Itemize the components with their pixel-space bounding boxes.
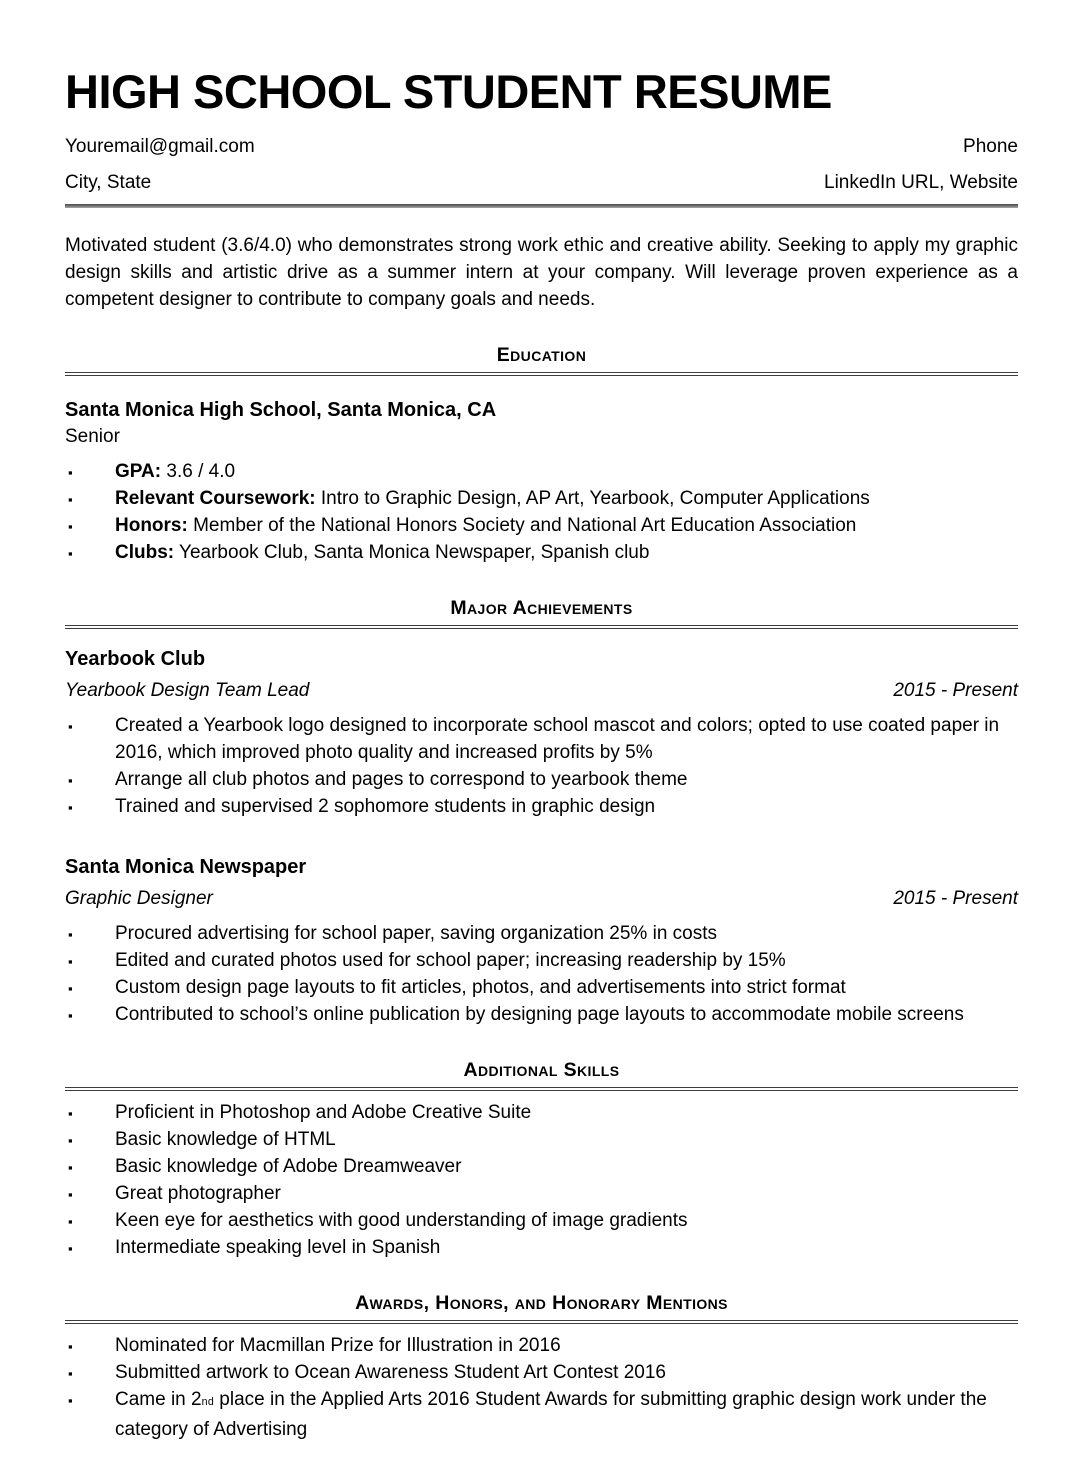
contact-row-2 <box>65 165 1018 201</box>
award-text: Submitted artwork to Ocean Awareness Student Art Contest 2016 <box>115 1362 666 1383</box>
list-item <box>65 485 1018 512</box>
award-text-prefix: Came in 2 <box>115 1389 202 1410</box>
bullet-text: Procured advertising for school paper, saving organization 25% in costs <box>115 923 718 944</box>
bullet-icon: ▪ <box>68 954 73 969</box>
phone-text: Phone <box>963 136 1018 157</box>
list-item <box>65 974 1018 1001</box>
role-title: Yearbook Design Team Lead <box>65 680 310 701</box>
location-text: City, State <box>65 172 152 193</box>
section-heading-achievements: Major Achievements <box>450 597 633 619</box>
grade-level: Senior <box>65 426 120 447</box>
list-item <box>65 1126 1018 1153</box>
bullet-text: Trained and supervised 2 sophomore students in graphic design <box>115 796 656 817</box>
detail-text: Yearbook Club, Santa Monica Newspaper, Spanish club <box>179 542 650 563</box>
list-item <box>65 1359 1018 1386</box>
bullet-icon: ▪ <box>68 800 73 815</box>
detail-label: Clubs: <box>115 542 175 563</box>
ordinal-suffix: nd <box>201 1396 215 1408</box>
bullet-icon: ▪ <box>68 1008 73 1023</box>
list-item <box>65 766 1018 793</box>
bullet-icon: ▪ <box>68 773 73 788</box>
list-item <box>65 1234 1018 1261</box>
role-row <box>65 678 1018 704</box>
bullet-icon: ▪ <box>68 1160 73 1175</box>
skills-list <box>65 1099 1018 1261</box>
list-item <box>65 920 1018 947</box>
bullet-icon: ▪ <box>68 519 73 534</box>
detail-label: Relevant Coursework: <box>115 488 316 509</box>
achievement-bullet-list <box>65 920 1018 1028</box>
list-item <box>65 947 1018 974</box>
bullet-icon: ▪ <box>68 981 73 996</box>
section-divider-education <box>65 372 1018 376</box>
bullet-icon: ▪ <box>68 1366 73 1381</box>
bullet-text: Contributed to school’s online publication by designing page layouts to accommodate mobile screens <box>115 1004 964 1025</box>
list-item <box>65 458 1018 485</box>
page-title: HIGH SCHOOL STUDENT RESUME <box>65 65 832 118</box>
skill-text: Proficient in Photoshop and Adobe Creative Suite <box>115 1102 532 1123</box>
bullet-icon: ▪ <box>68 546 73 561</box>
bullet-icon: ▪ <box>68 1214 73 1229</box>
bullet-text: Custom design page layouts to fit articles, photos, and advertisements into strict format <box>115 977 846 998</box>
bullet-icon: ▪ <box>68 1393 73 1408</box>
bullet-icon: ▪ <box>68 927 73 942</box>
list-item <box>65 712 1018 766</box>
section-heading-skills: Additional Skills <box>463 1059 620 1081</box>
list-item <box>65 1207 1018 1234</box>
date-range: 2015 - Present <box>893 680 1018 701</box>
bullet-icon: ▪ <box>68 465 73 480</box>
list-item <box>65 1386 1018 1443</box>
bullet-icon: ▪ <box>68 1133 73 1148</box>
detail-text: Intro to Graphic Design, AP Art, Yearbook, Computer Applications <box>320 488 870 509</box>
school-name: Santa Monica High School, Santa Monica, CA <box>65 399 497 421</box>
section-heading-education: Education <box>496 344 587 366</box>
bullet-text: Arrange all club photos and pages to correspond to yearbook theme <box>115 769 688 790</box>
bullet-icon: ▪ <box>68 1106 73 1121</box>
list-item <box>65 1180 1018 1207</box>
achievement-entry <box>65 646 1018 820</box>
list-item <box>65 1001 1018 1028</box>
bullet-text: Created a Yearbook logo designed to incorporate school mascot and colors; opted to use coated paper in 2016, which improved photo quality and increased profits by 5% <box>115 715 1000 763</box>
bullet-icon: ▪ <box>68 1187 73 1202</box>
bullet-icon: ▪ <box>68 492 73 507</box>
links-text: LinkedIn URL, Website <box>824 172 1018 193</box>
bullet-icon: ▪ <box>68 1339 73 1354</box>
skill-text: Basic knowledge of HTML <box>115 1129 336 1150</box>
role-title: Graphic Designer <box>65 888 213 909</box>
objective-text: Motivated student (3.6/4.0) who demonstrates strong work ethic and creative ability. Seeking to apply my graphic design skills and artistic drive as a summer intern at your company. Will leverage proven experience as a competent designer to contribute to company goals and needs. <box>65 235 1018 310</box>
email-text: Youremail@gmail.com <box>65 136 255 157</box>
section-heading-awards: Awards, Honors, and Honorary Mentions <box>355 1292 728 1314</box>
organization-name: Yearbook Club <box>65 648 206 670</box>
award-text: Nominated for Macmillan Prize for Illustration in 2016 <box>115 1335 561 1356</box>
section-divider-achievements <box>65 625 1018 629</box>
list-item <box>65 793 1018 820</box>
detail-text: Member of the National Honors Society and National Art Education Association <box>193 515 857 536</box>
detail-text: 3.6 / 4.0 <box>166 461 236 482</box>
list-item <box>65 1153 1018 1180</box>
education-entry <box>65 397 1018 450</box>
education-detail-list <box>65 458 1018 566</box>
bullet-icon: ▪ <box>68 1241 73 1256</box>
contact-row-1 <box>65 129 1018 165</box>
section-divider-skills <box>65 1087 1018 1091</box>
skill-text: Great photographer <box>115 1183 281 1204</box>
skill-text: Basic knowledge of Adobe Dreamweaver <box>115 1156 462 1177</box>
award-text-suffix: place in the Applied Arts 2016 Student Awards for submitting graphic design work under the category of Advertising <box>115 1389 987 1440</box>
bullet-text: Edited and curated photos used for school paper; increasing readership by 15% <box>115 950 786 971</box>
date-range: 2015 - Present <box>893 888 1018 909</box>
list-item <box>65 512 1018 539</box>
awards-list <box>65 1332 1018 1443</box>
role-row <box>65 886 1018 912</box>
skill-text: Intermediate speaking level in Spanish <box>115 1237 441 1258</box>
list-item <box>65 1332 1018 1359</box>
detail-label: Honors: <box>115 515 188 536</box>
organization-name: Santa Monica Newspaper <box>65 856 307 878</box>
detail-label: GPA: <box>115 461 162 482</box>
achievement-bullet-list <box>65 712 1018 820</box>
award-text <box>115 1389 987 1440</box>
skill-text: Keen eye for aesthetics with good understanding of image gradients <box>115 1210 688 1231</box>
list-item <box>65 539 1018 566</box>
section-divider-awards <box>65 1320 1018 1324</box>
header-divider <box>65 204 1018 208</box>
achievement-entry <box>65 854 1018 1028</box>
bullet-icon: ▪ <box>68 719 73 734</box>
list-item <box>65 1099 1018 1126</box>
